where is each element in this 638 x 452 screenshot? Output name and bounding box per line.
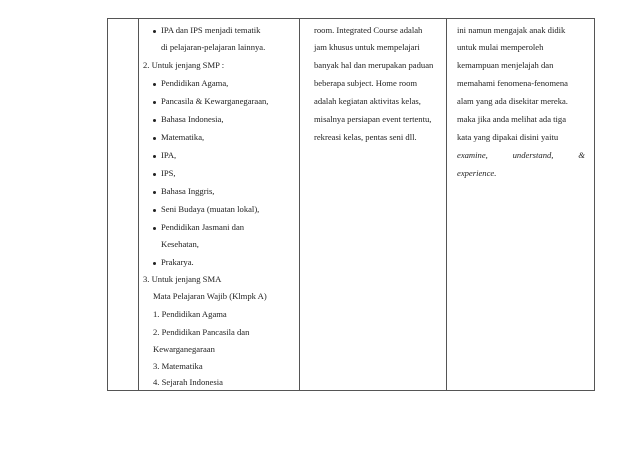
list-item: Pancasila & Kewarganegaraan,	[161, 96, 269, 106]
list-item-continuation: Kewarganegaraan	[153, 344, 215, 354]
sma-subheading: Mata Pelajaran Wajib (Klmpk A)	[153, 291, 267, 301]
list-item: 2. Pendidikan Pancasila dan	[153, 327, 250, 337]
term-examine: examine,	[457, 150, 488, 160]
sma-heading: 3. Untuk jenjang SMA	[143, 274, 222, 284]
text-line: alam yang ada disekitar mereka.	[457, 96, 568, 106]
text-line: di pelajaran-pelajaran lainnya.	[161, 42, 266, 52]
explanation-cell	[447, 19, 595, 391]
list-item: 1. Pendidikan Agama	[153, 309, 227, 319]
content-table	[107, 18, 595, 391]
list-item: IPA,	[161, 150, 177, 160]
text-line: beberapa subject. Home room	[314, 78, 418, 88]
list-item: Prakarya.	[161, 257, 194, 267]
bullet-icon	[153, 209, 156, 212]
list-item: IPS,	[161, 168, 176, 178]
list-item: 3. Matematika	[153, 361, 203, 371]
bullet-icon	[153, 227, 156, 230]
text-line: kemampuan menjelajah dan	[457, 60, 554, 70]
bullet-icon	[153, 137, 156, 140]
bullet-icon	[153, 30, 156, 33]
text-line: memahami fenomena-fenomena	[457, 78, 568, 88]
text-line: banyak hal dan merupakan paduan	[314, 60, 434, 70]
description-cell	[300, 19, 447, 391]
term-understand: understand,	[512, 150, 554, 160]
bullet-icon	[153, 83, 156, 86]
list-item: Matematika,	[161, 132, 205, 142]
text-line: kata yang dipakai disini yaitu	[457, 132, 559, 142]
text-line: maka jika anda melihat ada tiga	[457, 114, 567, 124]
text-line: rekreasi kelas, pentas seni dll.	[314, 132, 417, 142]
bullet-icon	[153, 101, 156, 104]
list-item: Pendidikan Agama,	[161, 78, 229, 88]
list-item: Bahasa Indonesia,	[161, 114, 224, 124]
text-line: IPA dan IPS menjadi tematik	[161, 25, 261, 35]
text-line: adalah kegiatan aktivitas kelas,	[314, 96, 421, 106]
smp-heading: 2. Untuk jenjang SMP :	[143, 60, 225, 70]
term-experience: experience.	[457, 168, 497, 178]
text-line: room. Integrated Course adalah	[314, 25, 423, 35]
bullet-icon	[153, 119, 156, 122]
bullet-icon	[153, 262, 156, 265]
empty-left-cell	[108, 19, 139, 391]
list-item: Seni Budaya (muatan lokal),	[161, 204, 260, 214]
italic-terms-line	[457, 150, 585, 160]
bullet-icon	[153, 173, 156, 176]
list-item-continuation: Kesehatan,	[161, 239, 199, 249]
bullet-icon	[153, 155, 156, 158]
text-line: ini namun mengajak anak didik	[457, 25, 566, 35]
text-line: untuk mulai memperoleh	[457, 42, 544, 52]
list-item: 4. Sejarah Indonesia	[153, 377, 223, 387]
text-line: jam khusus untuk mempelajari	[314, 42, 420, 52]
term-ampersand: &	[578, 150, 585, 160]
subjects-cell	[139, 19, 300, 391]
text-line: misalnya persiapan event tertentu,	[314, 114, 432, 124]
bullet-icon	[153, 191, 156, 194]
list-item: Pendidikan Jasmani dan	[161, 222, 245, 232]
list-item: Bahasa Inggris,	[161, 186, 215, 196]
